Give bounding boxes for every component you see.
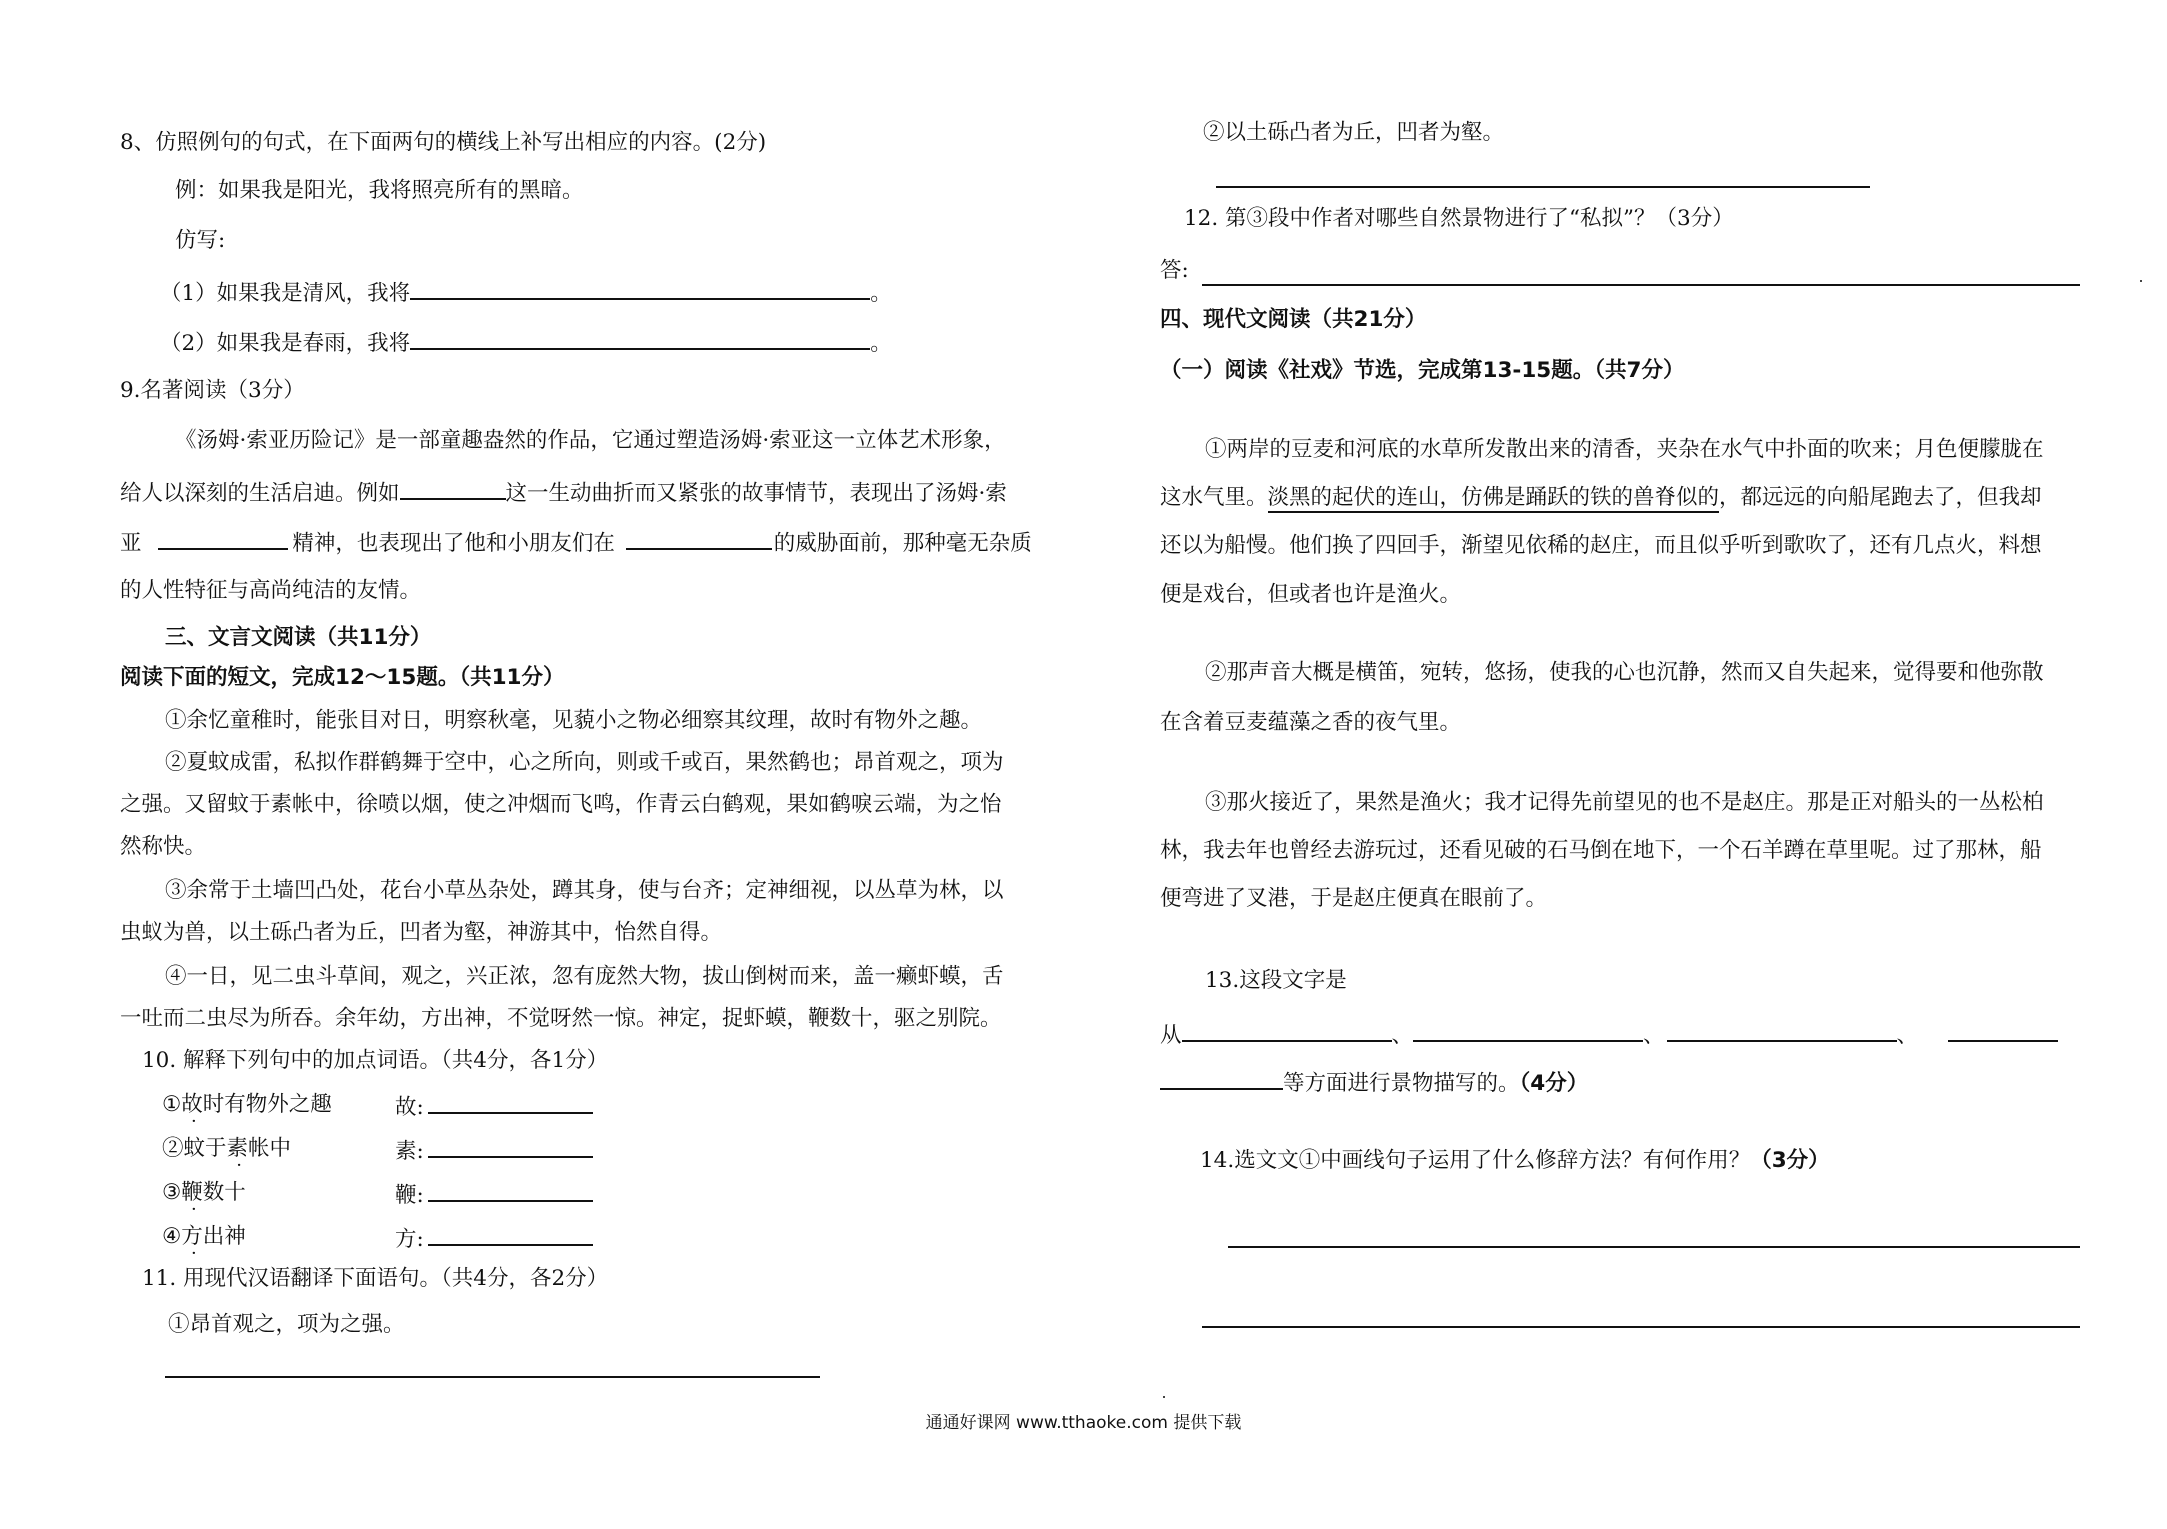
q9-line-3-b: 精神，也表现出了他和小朋友们在 [292, 531, 615, 556]
q14-answer-line-1[interactable] [1228, 1246, 2080, 1248]
q10-answer-1-label: 故: [395, 1095, 424, 1120]
q12-answer-label: 答: [1160, 258, 1189, 283]
q13-title: 13.这段文字是 [1205, 968, 1347, 993]
q10-item-3-post: 数十 [202, 1180, 246, 1205]
q10-answer-2 [395, 1134, 593, 1167]
q9-title: 9.名著阅读（3分） [120, 378, 305, 403]
classical-p2-line-2: 之强。又留蚊于素帐中，徐喷以烟，使之冲烟而飞鸣，作青云白鹤观，果如鹤唳云端，为之怡 [120, 792, 1002, 817]
underlined-sentence: 淡黑的起伏的连山，仿佛是踊跃的铁的兽脊似的 [1268, 485, 1720, 513]
q9-blank-1[interactable] [400, 476, 506, 500]
classical-p3-line-2: 虫蚁为兽，以土砾凸者为丘，凹者为壑，神游其中，怡然自得。 [120, 920, 723, 945]
passage-p1-line-1: ①两岸的豆麦和河底的水草所发散出来的清香，夹杂在水气中扑面的吹来；月色便朦胧在 [1205, 437, 2044, 462]
q10-item-2-post: 帐中 [248, 1136, 292, 1161]
passage-p1-line-3: 还以为船慢。他们换了四回手，渐望见依稀的赵庄，而且似乎听到歌吹了，还有几点火，料想 [1160, 533, 2042, 558]
q10-answer-3-label: 鞭: [395, 1183, 424, 1208]
passage-p3-line-3: 便弯进了叉港，于是赵庄便真在眼前了。 [1160, 886, 1548, 911]
q10-item-4-post: 出神 [202, 1224, 246, 1249]
q10-item-2-pre: ②蚊于 [162, 1136, 227, 1161]
q10-answer-1-blank[interactable] [428, 1090, 593, 1114]
q11-answer-line-2[interactable] [1216, 186, 1870, 188]
passage-p1-line-2-end: ，都远远的向船尾跑去了，但我却 [1719, 485, 2042, 510]
q13-blank-4[interactable] [1948, 1018, 2058, 1042]
section-3-instruction: 阅读下面的短文，完成12～15题。（共11分） [120, 665, 565, 690]
q9-line-4: 的人性特征与高尚纯洁的友情。 [120, 578, 422, 603]
q11-sentence-1: ①昂首观之，项为之强。 [168, 1312, 405, 1337]
q9-line-3-c: 的威胁面前，那种毫无杂质 [773, 531, 1032, 556]
q10-item-1-dotted-word: 故 [181, 1092, 203, 1117]
q12-title: 12. 第③段中作者对哪些自然景物进行了“私拟”？（3分） [1184, 206, 1734, 231]
q11-sentence-2: ②以土砾凸者为丘，凹者为壑。 [1203, 120, 1505, 145]
q12-answer-line[interactable] [1202, 284, 2080, 286]
q10-item-3 [162, 1178, 246, 1208]
classical-p4-line-1: ④一日，见二虫斗草间，观之，兴正浓，忽有庞然大物，拔山倒树而来，盖一癞虾蟆，舌 [165, 964, 1004, 989]
q8-title: 8、仿照例句的句式，在下面两句的横线上补写出相应的内容。(2分) [120, 130, 767, 155]
q9-line-2-b: 这一生动曲折而又紧张的故事情节，表现出了汤姆·索 [505, 481, 1007, 506]
passage-p3-line-1: ③那火接近了，果然是渔火；我才记得先前望见的也不是赵庄。那是正对船头的一丛松柏 [1205, 790, 2044, 815]
q8-item-1-period: 。 [870, 281, 892, 306]
q10-answer-4-label: 方: [395, 1227, 424, 1252]
q10-title: 10. 解释下列句中的加点词语。（共4分，各1分） [142, 1048, 609, 1073]
classical-p2-line-3: 然称快。 [120, 834, 207, 859]
passage-p2-line-1: ②那声音大概是横笛，宛转，悠扬，使我的心也沉静，然而又自失起来，觉得要和他弥散 [1205, 660, 2044, 685]
q11-title: 11. 用现代汉语翻译下面语句。（共4分，各2分） [142, 1266, 609, 1291]
q13-score: （4分） [1519, 1071, 1589, 1096]
section-4-subtitle: （一）阅读《社戏》节选，完成第13-15题。（共7分） [1160, 358, 1685, 383]
q13-blank-5[interactable] [1160, 1066, 1283, 1090]
q10-item-4-dotted-word: 方 [181, 1224, 203, 1249]
q14-question: 14.选文文①中画线句子运用了什么修辞方法？有何作用？ [1200, 1148, 1751, 1173]
q10-item-3-dotted-word: 鞭 [181, 1180, 203, 1205]
passage-p1-line-4: 便是戏台，但或者也许是渔火。 [1160, 582, 1462, 607]
q10-answer-4-blank[interactable] [428, 1222, 593, 1246]
scan-speck [1163, 1396, 1165, 1398]
passage-p1-line-2 [1160, 483, 2042, 513]
q10-item-1-post: 时有物外之趣 [202, 1092, 332, 1117]
q10-answer-1 [395, 1090, 593, 1123]
q13-line-2 [1160, 1066, 1588, 1099]
footer-source: 通通好课网 www.tthaoke.com 提供下载 [925, 1413, 1242, 1433]
q9-line-1: 《汤姆·索亚历险记》是一部童趣盎然的作品，它通过塑造汤姆·索亚这一立体艺术形象， [175, 428, 1006, 453]
q9-line-2-a: 给人以深刻的生活启迪。例如 [120, 481, 400, 506]
classical-p1: ①余忆童稚时，能张目对日，明察秋毫，见藐小之物必细察其纹理，故时有物外之趣。 [165, 708, 983, 733]
q9-line-2 [120, 476, 1007, 509]
q8-item-1-blank[interactable] [410, 276, 870, 300]
passage-p1-line-2-start: 这水气里。 [1160, 485, 1268, 510]
q8-fangxie-label: 仿写: [175, 228, 226, 253]
classical-p3-line-1: ③余常于土墙凹凸处，花台小草丛杂处，蹲其身，使与台齐；定神细视，以丛草为林，以 [165, 878, 1004, 903]
classical-p4-line-2: 一吐而二虫尽为所吞。余年幼，方出神，不觉呀然一惊。神定，捉虾蟆，鞭数十，驱之别院。 [120, 1006, 1002, 1031]
scan-speck [2140, 280, 2142, 282]
q10-answer-4 [395, 1222, 593, 1255]
q11-answer-line-1[interactable] [165, 1376, 820, 1378]
q10-item-1 [162, 1090, 332, 1120]
q13-sep-1: 、 [1391, 1023, 1414, 1048]
q10-answer-2-blank[interactable] [428, 1134, 593, 1158]
q10-answer-3 [395, 1178, 593, 1211]
q14-title [1200, 1146, 1830, 1176]
q14-answer-line-2[interactable] [1202, 1326, 2080, 1328]
q13-sep-3: 、 [1896, 1023, 1919, 1048]
q8-item-2-blank[interactable] [410, 326, 870, 350]
q13-line-1 [1160, 1018, 2058, 1051]
classical-p2-line-1: ②夏蚊成雷，私拟作群鹤舞于空中，心之所向，则或千或百，果然鹤也；昂首观之，项为 [165, 750, 1004, 775]
q13-tail: 等方面进行景物描写的。 [1283, 1071, 1520, 1096]
q13-blank-3[interactable] [1667, 1018, 1897, 1042]
q9-blank-3[interactable] [626, 526, 772, 550]
q8-item-2-period: 。 [870, 331, 892, 356]
passage-p3-line-2: 林，我去年也曾经去游玩过，还看见破的石马倒在地下，一个石羊蹲在草里呢。过了那林，船 [1160, 838, 2042, 863]
q9-line-3-a: 亚 [120, 531, 142, 556]
q13-blank-1[interactable] [1182, 1018, 1392, 1042]
q10-item-4-pre: ④ [162, 1224, 182, 1249]
q8-item-2 [160, 326, 892, 359]
q10-answer-3-blank[interactable] [428, 1178, 593, 1202]
passage-p2-line-2: 在含着豆麦蕴藻之香的夜气里。 [1160, 710, 1462, 735]
q8-example: 例：如果我是阳光，我将照亮所有的黑暗。 [175, 178, 584, 203]
q10-item-3-pre: ③ [162, 1180, 182, 1205]
q9-blank-2[interactable] [158, 526, 288, 550]
q8-item-1-prefix: （1）如果我是清风，我将 [160, 281, 411, 306]
q8-item-2-prefix: （2）如果我是春雨，我将 [160, 331, 411, 356]
q14-score: （3分） [1750, 1148, 1830, 1173]
section-3-title: 三、文言文阅读（共11分） [165, 625, 432, 650]
q10-item-1-pre: ① [162, 1092, 182, 1117]
q10-item-2 [162, 1134, 291, 1164]
q10-item-4 [162, 1222, 246, 1252]
q13-from: 从 [1160, 1023, 1182, 1048]
q10-item-2-dotted-word: 素 [226, 1136, 249, 1161]
q9-line-3 [120, 526, 1032, 559]
q10-answer-2-label: 素: [395, 1139, 424, 1164]
q13-sep-2: 、 [1643, 1023, 1665, 1048]
q8-item-1 [160, 276, 892, 309]
section-4-title: 四、现代文阅读（共21分） [1160, 307, 1427, 332]
q13-blank-2[interactable] [1413, 1018, 1643, 1042]
